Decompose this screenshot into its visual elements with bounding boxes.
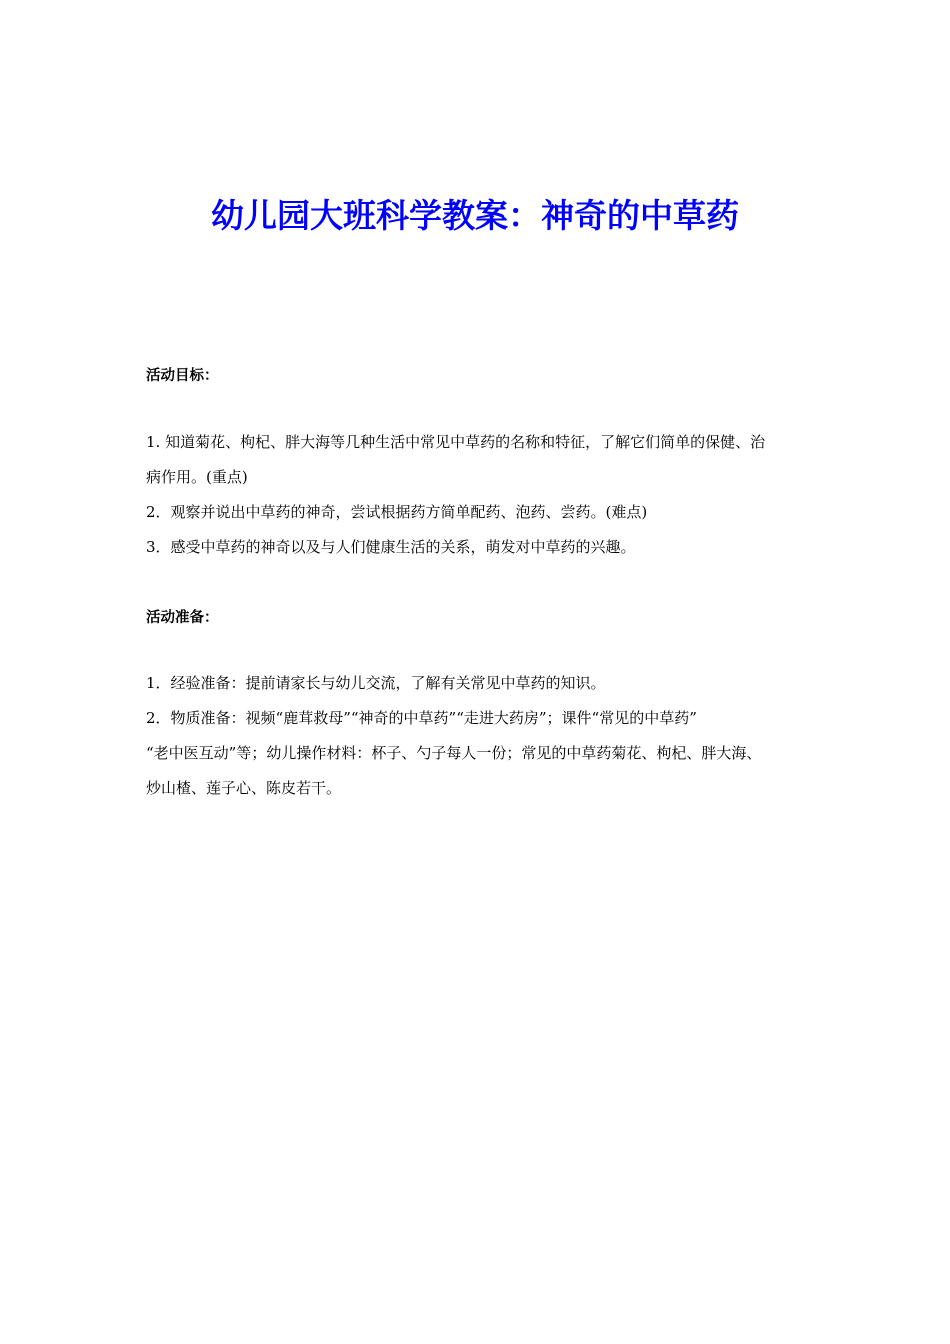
goal-line: 病作用。(重点) bbox=[146, 468, 248, 486]
goal-line: 2．观察并说出中草药的神奇，尝试根据药方简单配药、泡药、尝药。(难点) bbox=[146, 503, 648, 521]
page-title: 幼儿园大班科学教案：神奇的中草药 bbox=[211, 196, 739, 235]
preparation-line: 2．物质准备：视频“鹿茸救母”“神奇的中草药”“走进大药房”；课件“常见的中草药” bbox=[146, 709, 697, 727]
goal-line: 3．感受中草药的神奇以及与人们健康生活的关系，萌发对中草药的兴趣。 bbox=[146, 538, 636, 556]
preparation-paragraph bbox=[146, 666, 808, 806]
section-heading-goals: 活动目标： bbox=[146, 368, 219, 384]
preparation-line: “老中医互动”等；幼儿操作材料：杯子、勺子每人一份；常见的中草药菊花、枸杞、胖大海、 bbox=[146, 744, 762, 762]
goal-line: 1. 知道菊花、枸杞、胖大海等几种生活中常见中草药的名称和特征，了解它们简单的保健、治 bbox=[146, 433, 766, 451]
preparation-line: 炒山楂、莲子心、陈皮若干。 bbox=[146, 779, 342, 797]
section-heading-preparation: 活动准备： bbox=[146, 610, 219, 626]
preparation-line: 1．经验准备：提前请家长与幼儿交流，了解有关常见中草药的知识。 bbox=[146, 674, 606, 692]
goals-paragraph bbox=[146, 425, 808, 565]
